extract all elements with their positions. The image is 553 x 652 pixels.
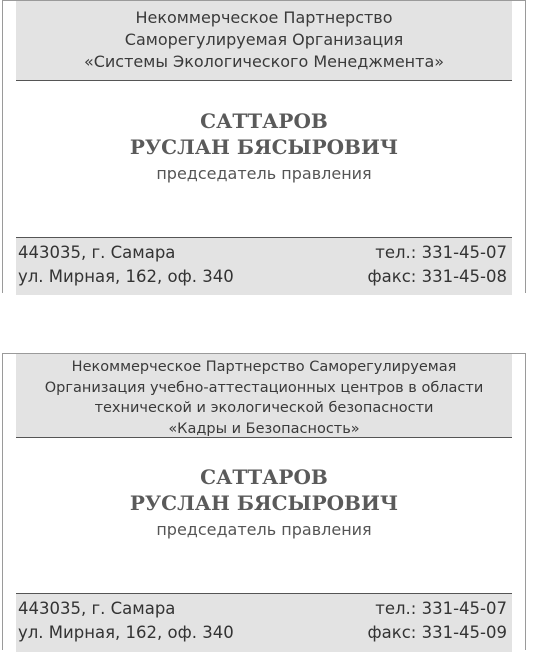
phone-number: тел.: 331-45-07 xyxy=(375,599,507,618)
address-block xyxy=(18,597,234,645)
address-city: 443035, г. Самара xyxy=(18,599,176,618)
given-names: РУСЛАН БЯСЫРОВИЧ xyxy=(129,491,399,515)
address-street: ул. Мирная, 162, оф. 340 xyxy=(18,267,234,286)
address-street: ул. Мирная, 162, оф. 340 xyxy=(18,623,234,642)
person-name xyxy=(3,464,525,516)
person-name xyxy=(3,108,525,160)
contact-footer xyxy=(16,593,512,652)
organization-name-line: технической и экологической безопасности xyxy=(94,400,434,416)
phone-block xyxy=(368,597,507,645)
organization-name-line: «Кадры и Безопасность» xyxy=(168,420,360,437)
job-title: председатель правления xyxy=(156,520,372,539)
surname: САТТАРОВ xyxy=(200,109,328,133)
phone-number: тел.: 331-45-07 xyxy=(375,243,507,262)
organization-name-line: «Системы Экологического Менеджмента» xyxy=(83,52,445,71)
organization-header xyxy=(16,1,512,81)
contact-footer xyxy=(16,237,512,295)
given-names: РУСЛАН БЯСЫРОВИЧ xyxy=(129,135,399,159)
job-title: председатель правления xyxy=(156,164,372,183)
organization-name-line: Саморегулируемая Организация xyxy=(124,30,404,49)
phone-block xyxy=(368,241,507,289)
business-card xyxy=(2,353,526,650)
business-card xyxy=(2,0,526,293)
fax-number: факс: 331-45-09 xyxy=(367,623,507,642)
organization-name-line: Организация учебно-аттестационных центров в области xyxy=(44,379,484,396)
organization-header xyxy=(16,354,512,438)
address-city: 443035, г. Самара xyxy=(18,243,176,262)
organization-name-line: Некоммерческое Партнерство xyxy=(135,8,393,27)
surname: САТТАРОВ xyxy=(200,465,328,489)
organization-name-line: Некоммерческое Партнерство Саморегулируемая xyxy=(71,359,457,375)
fax-number: факс: 331-45-08 xyxy=(367,267,507,286)
address-block xyxy=(18,241,234,289)
